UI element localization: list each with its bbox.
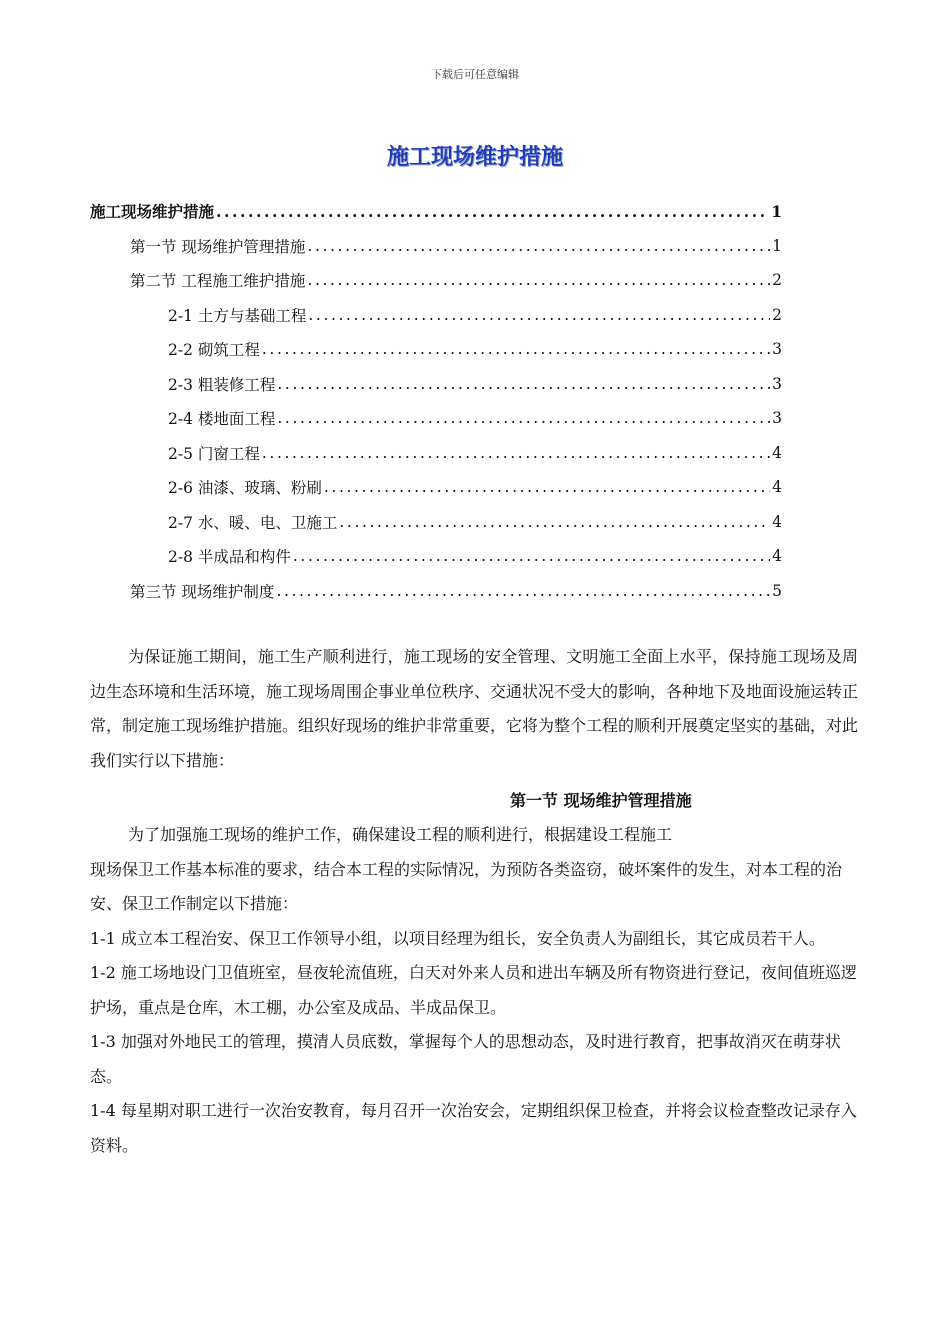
toc-entry-label: 2-2 砌筑工程 [168, 338, 262, 360]
toc-entry-label: 第一节 现场维护管理措施 [130, 235, 307, 257]
toc-entry[interactable] [90, 436, 782, 471]
toc-entry[interactable] [90, 574, 782, 609]
toc-entry-page: 4 [772, 512, 782, 531]
intro-paragraph: 为保证施工期间，施工生产顺利进行，施工现场的安全管理、文明施工全面上水平，保持施工现场及周边生态环境和生活环境，施工现场周围企事业单位秩序、交通状况不受大的影响，各种地下及地面设施运转正常，制定施工现场维护措施。组织好现场的维护非常重要，它将为整个工程的顺利开展奠定坚实的基础，对此我们实行以下措施： [90, 647, 859, 770]
toc-entry-label: 第三节 现场维护制度 [130, 580, 276, 602]
measure-item: 1-4 每星期对职工进行一次治安教育，每月召开一次治安会，定期组织保卫检查，并将会议检查整改记录存入资料。 [90, 1101, 857, 1155]
toc-leader-dots [308, 306, 770, 324]
document-title: 施工现场维护措施 [386, 145, 563, 170]
header-note: 下载后可任意编辑 [431, 68, 519, 81]
toc-entry-page: 2 [772, 271, 782, 290]
toc-entry[interactable] [90, 539, 782, 574]
toc-entry-label: 2-8 半成品和构件 [168, 545, 293, 567]
section-lead-line: 为了加强施工现场的维护工作，确保建设工程的顺利进行，根据建设工程施工 [128, 825, 673, 844]
toc-entry-page: 2 [772, 305, 782, 324]
toc-entry-label: 2-7 水、暖、电、卫施工 [168, 511, 339, 533]
toc-entry-page: 5 [772, 581, 782, 600]
toc-leader-dots [293, 547, 770, 565]
measure-item: 1-3 加强对外地民工的管理，摸清人员底数，掌握每个人的思想动态，及时进行教育，把事故消灭在萌芽状态。 [90, 1032, 841, 1086]
section-lead-rest: 现场保卫工作基本标准的要求，结合本工程的实际情况，为预防各类盗窃，破坏案件的发生，对本工程的治安、保卫工作制定以下措施： [90, 859, 843, 913]
toc-entry[interactable] [90, 298, 782, 333]
table-of-contents [90, 194, 782, 608]
toc-leader-dots [324, 478, 770, 496]
toc-entry[interactable] [90, 470, 782, 505]
toc-entry[interactable] [90, 332, 782, 367]
toc-entry-label: 2-3 粗装修工程 [168, 373, 277, 395]
toc-entry[interactable] [90, 505, 782, 540]
toc-leader-dots [339, 513, 770, 531]
toc-entry[interactable] [90, 229, 782, 264]
section-body [90, 818, 858, 1163]
toc-leader-dots [262, 340, 770, 358]
toc-entry-page: 3 [772, 409, 782, 428]
toc-entry-label: 2-4 楼地面工程 [168, 407, 277, 429]
toc-entry[interactable] [90, 263, 782, 298]
toc-entry-label: 第二节 工程施工维护措施 [130, 269, 307, 291]
toc-entry-page: 3 [772, 340, 782, 359]
toc-leader-dots [276, 582, 770, 600]
toc-leader-dots [307, 237, 770, 255]
toc-entry-label: 施工现场维护措施 [90, 202, 215, 222]
toc-entry[interactable] [90, 367, 782, 402]
measure-item: 1-2 施工场地设门卫值班室，昼夜轮流值班，白天对外来人员和进出车辆及所有物资进行登记，夜间值班巡逻护场，重点是仓库，木工棚，办公室及成品、半成品保卫。 [90, 963, 857, 1017]
section-heading: 第一节 现场维护管理措施 [510, 791, 692, 810]
toc-entry-page: 4 [772, 443, 782, 462]
toc-leader-dots [262, 444, 770, 462]
toc-entry-page: 4 [772, 547, 782, 566]
toc-entry-page: 1 [772, 236, 782, 255]
toc-entry[interactable] [90, 401, 782, 436]
toc-leader-dots [216, 202, 769, 221]
toc-entry-label: 2-1 土方与基础工程 [168, 304, 308, 326]
toc-leader-dots [277, 375, 770, 393]
measure-item: 1-1 成立本工程治安、保卫工作领导小组，以项目经理为组长，安全负责人为副组长，其它成员若干人。 [90, 928, 825, 948]
toc-entry-page: 3 [772, 374, 782, 393]
toc-leader-dots [277, 409, 770, 427]
toc-entry-page: 4 [772, 478, 782, 497]
toc-entry-page: 1 [771, 201, 782, 221]
toc-entry-label: 2-5 门窗工程 [168, 442, 262, 464]
toc-entry[interactable] [90, 194, 782, 229]
toc-entry-label: 2-6 油漆、玻璃、粉刷 [168, 476, 324, 498]
toc-leader-dots [307, 271, 770, 289]
